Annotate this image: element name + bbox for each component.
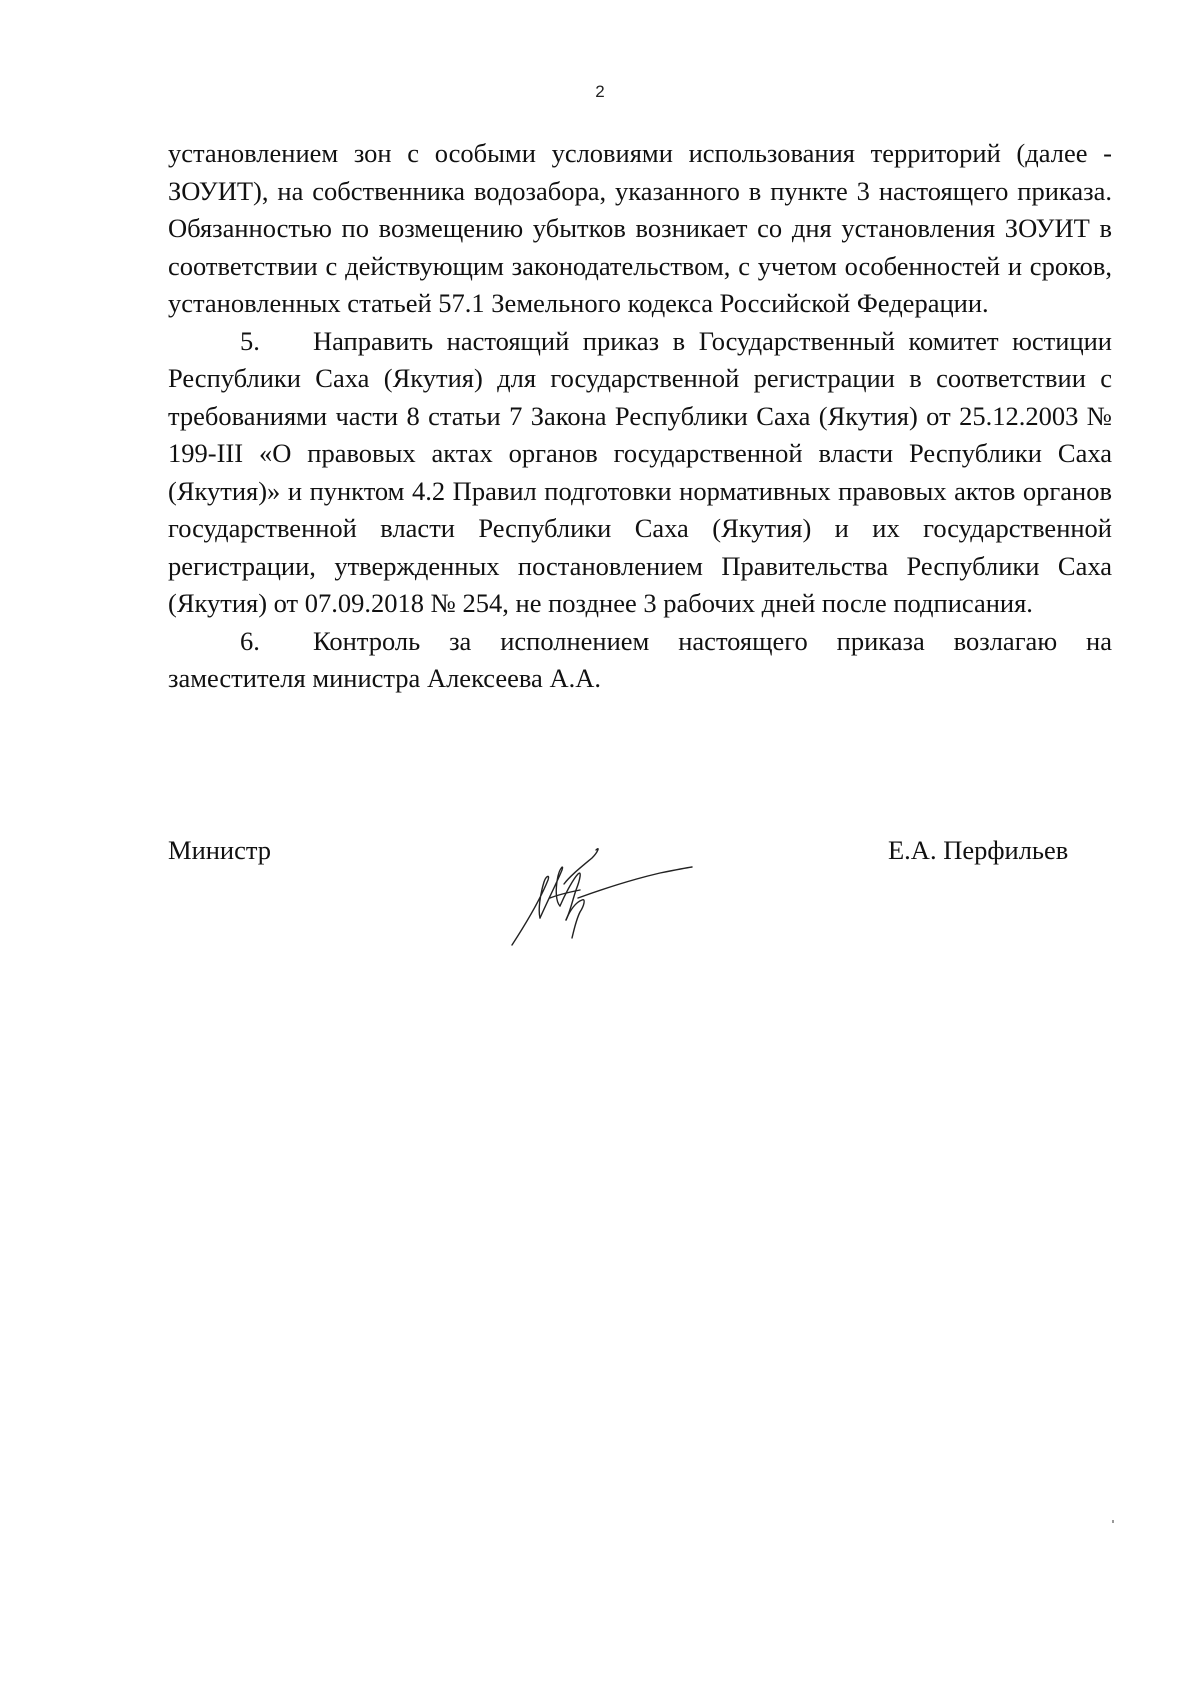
paragraph-6 xyxy=(168,623,1112,698)
paragraph-text: Контроль за исполнением настоящего приказа возлагаю на заместителя министра Алексеева А.А. xyxy=(168,625,1112,693)
paragraph-continuation xyxy=(168,135,1112,323)
paragraph-5 xyxy=(168,323,1112,623)
paragraph-number: 6. xyxy=(240,625,260,656)
paragraph-text: Направить настоящий приказ в Государственный комитет юстиции Республики Саха (Якутия) для государственной регистрации в соответствии с требованиями части 8 статьи 7 Закона Республики Саха (Якутия) от 25.12.2003 № 199-III «О правовых актах органов государственной власти Республики Саха (Якутия)» и пунктом 4.2 Правил подготовки нормативных правовых актов органов государственной власти Республики Саха (Якутия) и их государственной регистрации, утвержденных постановлением Правительства Республики Саха (Якутия) от 07.09.2018 № 254, не позднее 3 рабочих дней после подписания. xyxy=(168,325,1112,618)
handwritten-signature xyxy=(500,840,700,950)
paragraph-number: 5. xyxy=(240,325,260,356)
signer-name: Е.А. Перфильев xyxy=(888,835,1069,865)
page-number: 2 xyxy=(595,82,605,101)
scan-artifact xyxy=(1112,1520,1114,1523)
signer-position: Министр xyxy=(168,835,272,865)
document-body xyxy=(168,135,1112,698)
paragraph-text: установлением зон с особыми условиями использования территорий (далее - ЗОУИТ), на собственника водозабора, указанного в пункте 3 настоящего приказа. Обязанностью по возмещению убытков возникает со дня установления ЗОУИТ в соответствии с действующим законодательством, с учетом особенностей и сроков, установленных статьей 57.1 Земельного кодекса Российской Федерации. xyxy=(168,138,1112,318)
